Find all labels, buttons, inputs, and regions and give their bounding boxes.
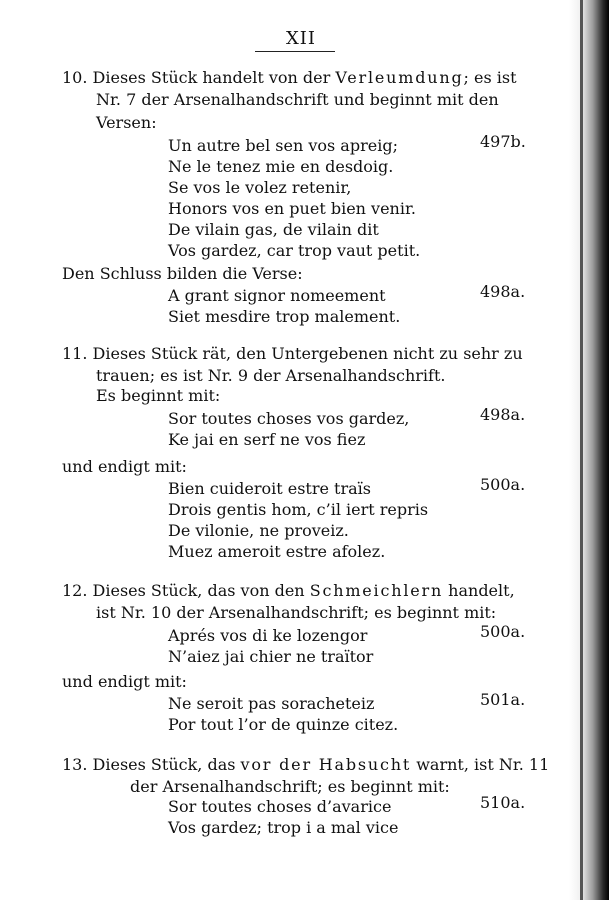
intro-text: Dieses Stück rät, den Untergebenen nicht zu sehr zu [92,344,523,363]
verse-line: Aprés vos di ke lozengor [168,626,368,645]
verse-line: Se vos le volez retenir, [168,178,352,197]
section-13-intro-line [62,755,549,775]
section-13-intro-line [130,777,450,797]
folio-reference: 497b. [480,132,526,151]
section-number: 12. [62,581,93,600]
folio-reference: 498a. [480,282,526,301]
intro-text: Versen: [96,113,157,132]
intro-text: ; es ist [463,68,517,87]
folio-reference: 500a. [480,622,526,641]
verse-line: Ke jai en serf ne vos fiez [168,430,366,449]
verse-line: Muez ameroit estre afolez. [168,542,386,561]
section-12-intro-line [96,603,496,623]
verse-lead-in: und endigt mit: [62,672,187,691]
section-11-intro-line [96,386,220,406]
section-number: 10. [62,68,93,87]
spaced-emphasis-text: Verleumdung [335,68,464,87]
verse-line: Drois gentis hom, c’il iert repris [168,500,429,519]
verse-line: Bien cuideroit estre traïs [168,479,371,498]
verse-line: Vos gardez, car trop vaut petit. [168,241,421,260]
verse-line: Un autre bel sen vos apreig; [168,136,398,155]
intro-text: Es beginnt mit: [96,386,221,405]
folio-reference: 498a. [480,405,526,424]
section-number: 13. [62,755,93,774]
spaced-emphasis-text: Schmeichlern [309,581,444,600]
page-edge-shadow [569,0,609,900]
folio-reference: 500a. [480,475,526,494]
header-rule [255,51,335,52]
section-11-intro-line [96,366,445,386]
intro-text: trauen; es ist Nr. 9 der Arsenalhandschrift. [96,366,446,385]
verse-line: Ne seroit pas soracheteiz [168,694,375,713]
verse-line: Sor toutes choses vos gardez, [168,409,410,428]
verse-line: Sor toutes choses d’avarice [168,797,392,816]
intro-text: Dieses Stück, das von den [92,581,310,600]
section-12-intro-line [62,581,515,601]
page-number: XII [285,28,317,49]
intro-text: handelt, [443,581,515,600]
binding-edge [580,0,583,900]
verse-line: De vilain gas, de vilain dit [168,220,379,239]
spaced-emphasis-text: vor der Habsucht [240,755,412,774]
intro-text: ist Nr. 10 der Arsenalhandschrift; es beginnt mit: [96,603,497,622]
intro-text: warnt, ist Nr. 11 [411,755,550,774]
folio-reference: 510a. [480,793,526,812]
section-number: 11. [62,344,93,363]
verse-lead-in: und endigt mit: [62,457,187,476]
section-11-intro-line [62,344,523,364]
verse-line: De vilonie, ne proveiz. [168,521,349,540]
intro-text: Dieses Stück, das [92,755,241,774]
section-10-intro-line [96,90,499,110]
section-10-intro-line [62,68,517,88]
section-10-intro-line [96,113,157,133]
verse-line: Vos gardez; trop i a mal vice [168,818,399,837]
verse-line: Ne le tenez mie en desdoig. [168,157,394,176]
verse-line: Siet mesdire trop malement. [168,307,401,326]
intro-text: der Arsenalhandschrift; es beginnt mit: [130,777,450,796]
verse-line: N’aiez jai chier ne traïtor [168,647,374,666]
intro-text: Dieses Stück handelt von der [92,68,336,87]
verse-line: Por tout l’or de quinze citez. [168,715,399,734]
intro-text: Nr. 7 der Arsenalhandschrift und beginnt mit den [96,90,499,109]
verse-line: Honors vos en puet bien venir. [168,199,416,218]
verse-lead-in: Den Schluss bilden die Verse: [62,264,303,283]
verse-line: A grant signor nomeement [168,286,386,305]
folio-reference: 501a. [480,690,526,709]
